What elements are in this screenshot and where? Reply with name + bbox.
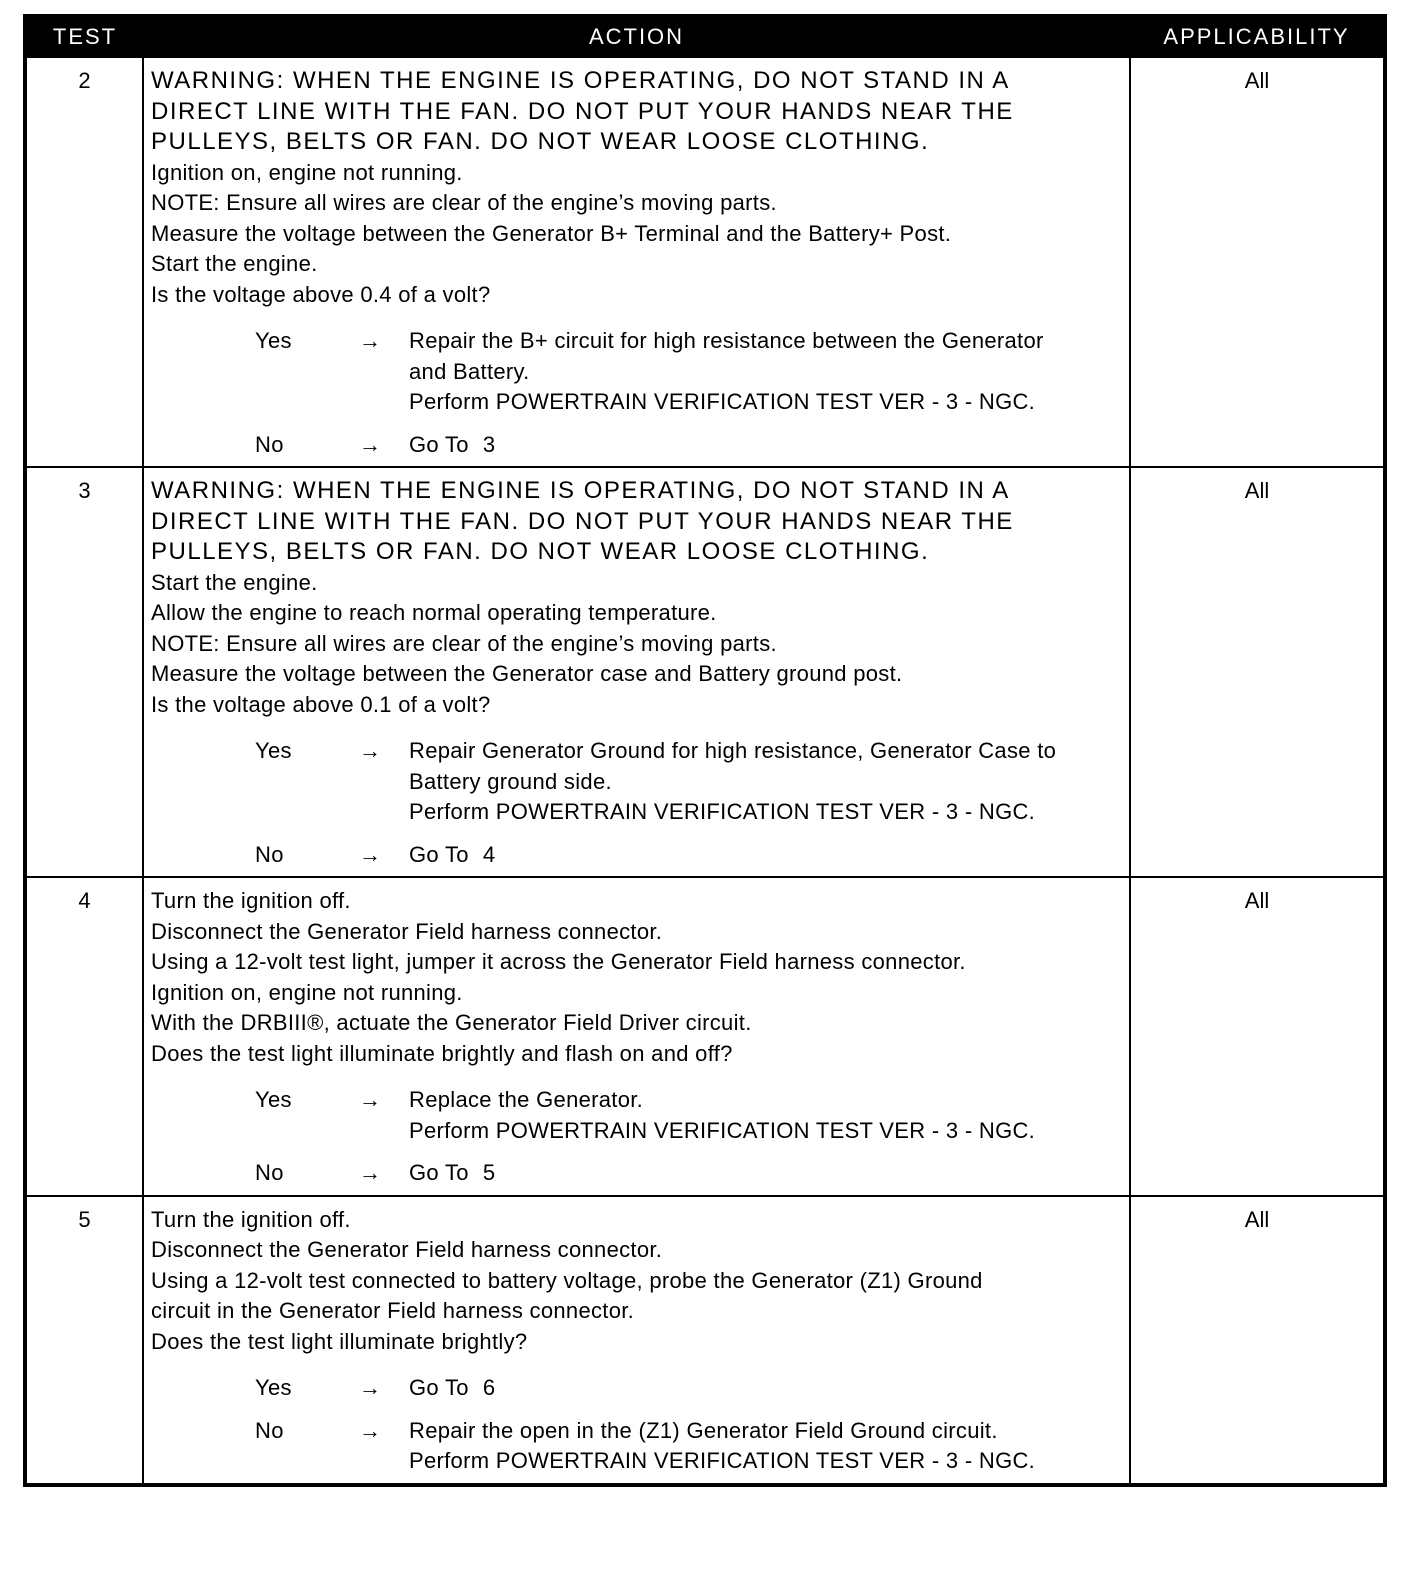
test-procedure-table (23, 14, 1387, 1487)
right-arrow-icon: → (359, 1160, 382, 1185)
step-line: NOTE: Ensure all wires are clear of the engine’s moving parts. (151, 190, 777, 215)
yes-outcome-body (409, 326, 1123, 418)
outcome-line: Battery ground side. (409, 768, 612, 794)
no-outcome (151, 840, 1123, 871)
no-label: No (255, 1160, 284, 1185)
header-applicability: APPLICABILITY (1130, 16, 1385, 57)
yes-outcome (151, 1085, 1123, 1146)
warning-line: WARNING: WHEN THE ENGINE IS OPERATING, DO NOT STAND IN A (151, 477, 1010, 504)
step-line: Turn the ignition off. (151, 1206, 351, 1232)
no-outcome-body (409, 1416, 1123, 1477)
applicability-value: All (1130, 877, 1385, 1196)
step-line: Measure the voltage between the Generator B+ Terminal and the Battery+ Post. (151, 220, 952, 246)
warning-line: PULLEYS, BELTS OR FAN. DO NOT WEAR LOOSE CLOTHING. (151, 538, 930, 565)
yes-label: Yes (255, 328, 292, 353)
yes-label: Yes (255, 1087, 292, 1112)
yes-label: Yes (255, 1375, 292, 1400)
warning-line: DIRECT LINE WITH THE FAN. DO NOT PUT YOUR HANDS NEAR THE (151, 507, 1014, 535)
goto-number: 4 (482, 841, 496, 867)
step-line: Turn the ignition off. (151, 888, 351, 913)
right-arrow-icon: → (359, 431, 382, 457)
step-line: Using a 12-volt test connected to battery voltage, probe the Generator (Z1) Ground (151, 1267, 983, 1293)
applicability-value: All (1130, 1196, 1385, 1485)
goto-number: 6 (482, 1375, 496, 1400)
no-label: No (255, 431, 284, 457)
outcome-line: Repair the B+ circuit for high resistance between the Generator (409, 328, 1044, 353)
step-line: Disconnect the Generator Field harness connector. (151, 1237, 663, 1262)
action-cell (143, 467, 1130, 877)
test-row (25, 1196, 1385, 1485)
warning-line: WARNING: WHEN THE ENGINE IS OPERATING, DO NOT STAND IN A (151, 67, 1010, 94)
action-cell (143, 57, 1130, 467)
no-outcome-body (409, 1158, 1123, 1189)
header-action: ACTION (143, 16, 1130, 57)
outcome-line: and Battery. (409, 358, 530, 384)
step-line: Allow the engine to reach normal operating temperature. (151, 600, 717, 625)
yes-outcome-body (409, 736, 1123, 828)
step-line: Using a 12-volt test light, jumper it across the Generator Field harness connector. (151, 949, 966, 974)
yes-outcome-body (409, 1085, 1123, 1146)
step-line: Is the voltage above 0.4 of a volt? (151, 281, 491, 307)
yes-outcome (151, 326, 1123, 418)
outcome-line: Repair Generator Ground for high resistance, Generator Case to (409, 738, 1057, 763)
yes-outcome (151, 1373, 1123, 1404)
no-label: No (255, 841, 284, 867)
step-line: Start the engine. (151, 569, 318, 595)
test-row (25, 877, 1385, 1196)
no-outcome-body (409, 840, 1123, 871)
step-line: Measure the voltage between the Generator case and Battery ground post. (151, 661, 903, 686)
goto-number: 3 (482, 431, 496, 457)
action-cell (143, 877, 1130, 1196)
warning-line: DIRECT LINE WITH THE FAN. DO NOT PUT YOUR HANDS NEAR THE (151, 97, 1014, 125)
header-row (25, 16, 1385, 57)
step-line: Ignition on, engine not running. (151, 159, 463, 185)
goto-text: Go To (409, 1375, 469, 1400)
right-arrow-icon: → (359, 738, 382, 763)
test-number: 5 (25, 1196, 143, 1485)
goto-number: 5 (482, 1160, 496, 1185)
no-outcome (151, 1416, 1123, 1477)
no-outcome (151, 430, 1123, 461)
test-row (25, 467, 1385, 877)
goto-text: Go To (409, 1160, 469, 1185)
no-outcome (151, 1158, 1123, 1189)
test-number: 2 (25, 57, 143, 467)
warning-line: PULLEYS, BELTS OR FAN. DO NOT WEAR LOOSE CLOTHING. (151, 128, 930, 155)
action-cell (143, 1196, 1130, 1485)
goto-text: Go To (409, 431, 469, 457)
outcome-line: Perform POWERTRAIN VERIFICATION TEST VER - 3 - NGC. (409, 1448, 1036, 1473)
test-row (25, 57, 1385, 467)
right-arrow-icon: → (359, 1417, 382, 1443)
header-test: TEST (25, 16, 143, 57)
goto-text: Go To (409, 841, 469, 867)
yes-outcome-body (409, 1373, 1123, 1404)
no-outcome-body (409, 430, 1123, 461)
step-line: circuit in the Generator Field harness connector. (151, 1298, 635, 1323)
right-arrow-icon: → (359, 841, 382, 867)
test-number: 3 (25, 467, 143, 877)
right-arrow-icon: → (359, 1375, 382, 1400)
yes-label: Yes (255, 738, 292, 763)
outcome-line: Replace the Generator. (409, 1087, 644, 1112)
step-line: Is the voltage above 0.1 of a volt? (151, 691, 491, 717)
outcome-line: Perform POWERTRAIN VERIFICATION TEST VER - 3 - NGC. (409, 799, 1036, 824)
outcome-line: Perform POWERTRAIN VERIFICATION TEST VER - 3 - NGC. (409, 389, 1036, 414)
applicability-value: All (1130, 467, 1385, 877)
right-arrow-icon: → (359, 1087, 382, 1112)
step-line: Does the test light illuminate brightly? (151, 1328, 528, 1354)
step-line: Start the engine. (151, 251, 318, 276)
step-line: Ignition on, engine not running. (151, 979, 463, 1005)
applicability-value: All (1130, 57, 1385, 467)
outcome-line: Repair the open in the (Z1) Generator Field Ground circuit. (409, 1417, 998, 1443)
right-arrow-icon: → (359, 328, 382, 353)
no-label: No (255, 1417, 284, 1443)
yes-outcome (151, 736, 1123, 828)
step-line: Disconnect the Generator Field harness connector. (151, 918, 663, 944)
test-number: 4 (25, 877, 143, 1196)
step-line: With the DRBIII®, actuate the Generator Field Driver circuit. (151, 1010, 752, 1035)
step-line: Does the test light illuminate brightly and flash on and off? (151, 1040, 733, 1066)
outcome-line: Perform POWERTRAIN VERIFICATION TEST VER - 3 - NGC. (409, 1117, 1036, 1143)
step-line: NOTE: Ensure all wires are clear of the engine’s moving parts. (151, 630, 777, 656)
